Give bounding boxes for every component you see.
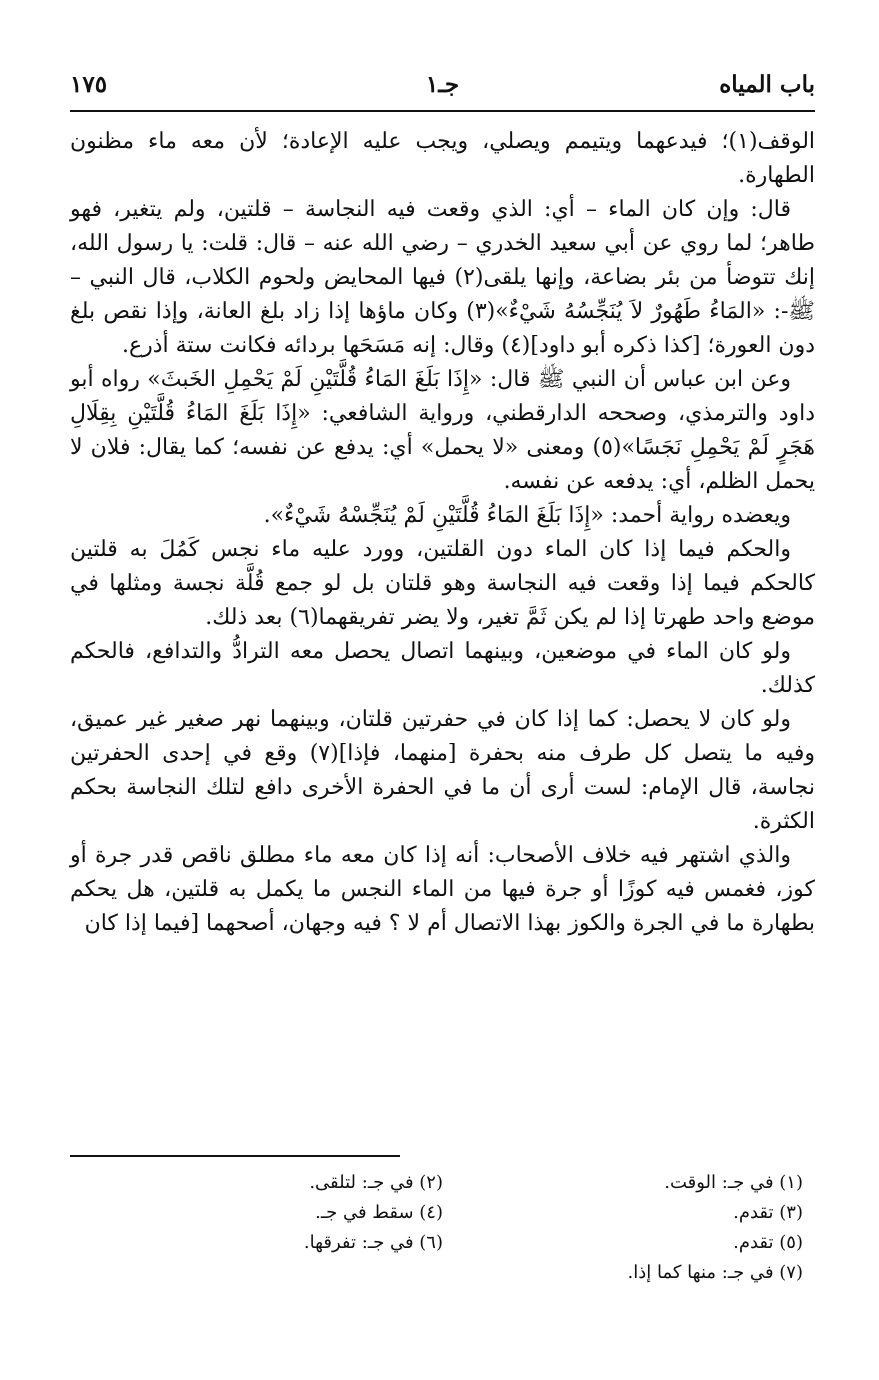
main-text bbox=[70, 125, 815, 941]
paragraph-4: ويعضده رواية أحمد: «إِذَا بَلَغَ المَاءُ قُلَّتَيْنِ لَمْ يُنَجِّسْهُ شَيْءٌ». bbox=[263, 503, 791, 528]
book-page bbox=[70, 58, 815, 1348]
paragraph-6: ولو كان الماء في موضعين، وبينهما اتصال يحصل معه الترادُّ والتدافع، فالحكم كذلك. bbox=[70, 639, 815, 698]
footnote-1: (١) في جـ: الوقت. bbox=[664, 1172, 803, 1193]
footnotes bbox=[83, 1168, 803, 1288]
volume-label: جـ١ bbox=[425, 71, 460, 98]
paragraph-7: ولو كان لا يحصل: كما إذا كان في حفرتين قلتان، وبينهما نهر صغير غير عميق، وفيه ما يتصل كل طرف منه بحفرة [منهما، فإذا](٧) وقع في إحدى الحفرتين نجاسة، قال الإمام: لست أرى أن ما في الحفرة الأخرى دافع لتلك النجاسة بحكم الكثرة. bbox=[70, 707, 815, 834]
paragraph-8: والذي اشتهر فيه خلاف الأصحاب: أنه إذا كان معه ماء مطلق ناقص قدر جرة أو كوز، فغمس فيه كوزًا أو جرة فيها من الماء النجس ما يكمل به قلتين، هل يحكم بطهارة ما في الجرة والكوز بهذا الاتصال أم لا ؟ فيه وجهان، أصحهما [فيما إذا كان bbox=[70, 843, 815, 936]
page-header bbox=[70, 58, 815, 112]
paragraph-2: قال: وإن كان الماء – أي: الذي وقعت فيه النجاسة – قلتين، ولم يتغير، فهو طاهر؛ لما روي عن أبي سعيد الخدري – رضي الله عنه – قال: قلت: يا رسول الله، إنك تتوضأ من بئر بضاعة، وإنها يلقى(٢) فيها المحايض ولحوم الكلاب، قال النبي – ﷺ-: «المَاءُ طَهُورٌ لاَ يُنَجِّسُهُ شَيْءٌ»(٣) وكان ماؤها إذا زاد بلغ العانة، وإذا نقص بلغ دون العورة؛ [كذا ذكره أبو داود](٤) وقال: إنه مَسَحَها بردائه فكانت ستة أذرع. bbox=[70, 197, 815, 358]
footnote-6: (٦) في جـ: تفرقها. bbox=[303, 1232, 443, 1253]
footnote-3: (٣) تقدم. bbox=[733, 1202, 803, 1223]
paragraph-1: الوقف(١)؛ فيدعهما ويتيمم ويصلي، ويجب عليه الإعادة؛ لأن معه ماء مظنون الطهارة. bbox=[70, 129, 816, 188]
running-title: باب المياه bbox=[719, 71, 815, 98]
footnote-4: (٤) سقط في جـ. bbox=[315, 1202, 443, 1223]
footnote-5: (٥) تقدم. bbox=[733, 1232, 803, 1253]
paragraph-3: وعن ابن عباس أن النبي ﷺ قال: «إِذَا بَلَغَ المَاءُ قُلَّتَيْنِ لَمْ يَحْمِلِ الخَبثَ» رواه أبو داود والترمذي، وصححه الدارقطني، ورواية الشافعي: «إِذَا بَلَغَ المَاءُ قُلَّتَيْنِ بِقِلَالِ هَجَرٍ لَمْ يَحْمِلِ نَجَسًا»(٥) ومعنى «لا يحمل» أي: يدفع عن نفسه؛ كما يقال: فلان لا يحمل الظلم، أي: يدفعه عن نفسه. bbox=[70, 367, 815, 494]
footnotes-divider bbox=[70, 1155, 400, 1157]
footnote-2: (٢) في جـ: لتلقى. bbox=[309, 1172, 443, 1193]
page-number: ١٧٥ bbox=[70, 71, 108, 98]
paragraph-5: والحكم فيما إذا كان الماء دون القلتين، وورد عليه ماء نجس كَمُلَ به قلتين كالحكم فيما إذا وقعت فيه النجاسة وهو قلتان بل لو جمع قُلَّة نجسة ومثلها في موضع واحد طهرتا إذا لم يكن ثَمَّ تغير، ولا يضر تفريقهما(٦) بعد ذلك. bbox=[70, 537, 815, 630]
footnote-7: (٧) في جـ: منها كما إذا. bbox=[627, 1262, 803, 1283]
